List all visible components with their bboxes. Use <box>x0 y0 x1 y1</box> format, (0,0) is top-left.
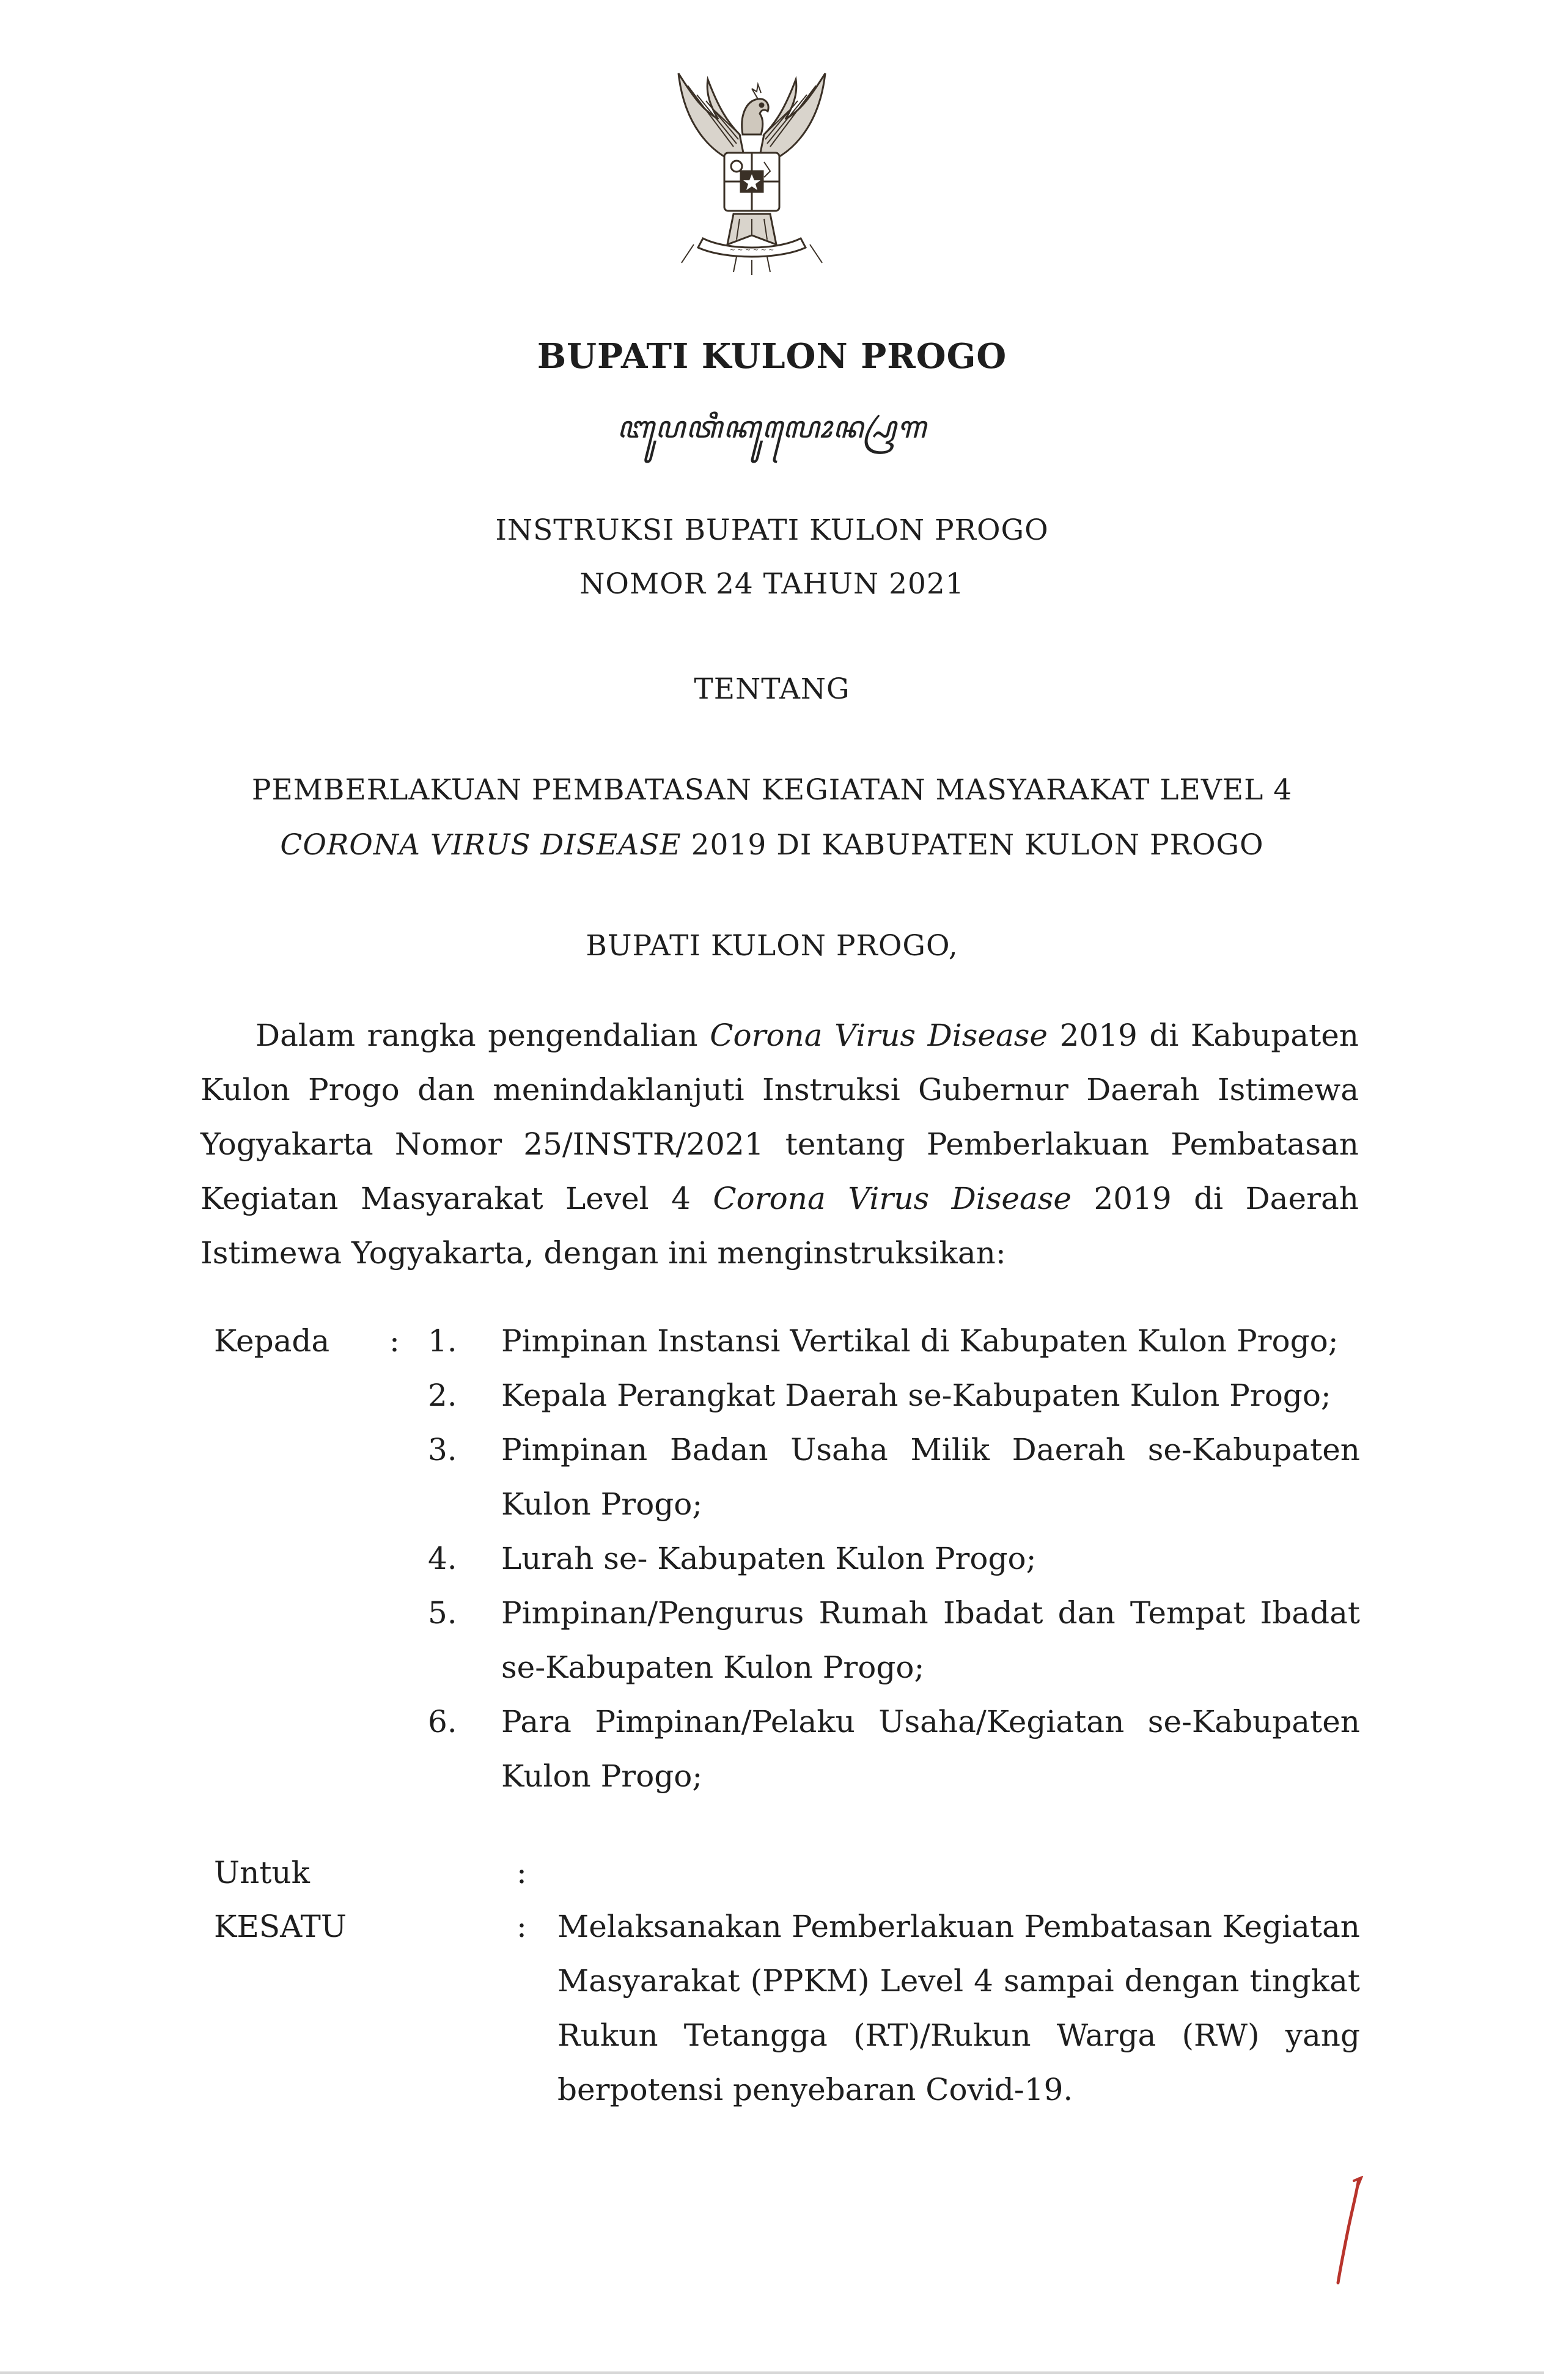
preamble-part-2: 2019 di Kabupaten Kulon Progo dan menindaklanjuti Instruksi Gubernur Daerah Istimewa Yogyakarta Nomor 25/INSTR/2021 tentang Pemberlakuan Pembatasan Kegiatan Masyarakat Level 4 <box>200 1018 1359 1216</box>
list-item <box>422 1314 1360 1368</box>
subject-line-1: PEMBERLAKUAN PEMBATASAN KEGIATAN MASYARAKAT LEVEL 4 <box>251 773 1293 807</box>
list-item-number: 6. <box>428 1704 457 1739</box>
issuer-heading: BUPATI KULON PROGO <box>537 336 1007 376</box>
list-item-text: Lurah se- Kabupaten Kulon Progo; <box>501 1541 1037 1576</box>
instruction-number: NOMOR 24 TAHUN 2021 <box>579 567 965 601</box>
list-item-text: Pimpinan/Pengurus Rumah Ibadat dan Tempat Ibadat se-Kabupaten Kulon Progo; <box>501 1595 1360 1685</box>
list-item <box>422 1368 1360 1423</box>
handwritten-initial-icon <box>1329 2176 1366 2286</box>
list-item-number: 3. <box>428 1432 457 1467</box>
javanese-script-heading: ꦧꦸꦥꦠꦶꦏꦸꦭꦺꦴꦤ꧀ꦥꦿꦒ <box>617 410 927 445</box>
list-item-text: Pimpinan Badan Usaha Milik Daerah se-Kabupaten Kulon Progo; <box>501 1432 1360 1522</box>
preamble-italic-1: Corona Virus Disease <box>710 1018 1048 1053</box>
recipients-label: Kepada <box>214 1323 330 1359</box>
list-item <box>422 1695 1360 1804</box>
purpose-label: Untuk <box>214 1855 310 1890</box>
list-item-text: Para Pimpinan/Pelaku Usaha/Kegiatan se-Kabupaten Kulon Progo; <box>501 1704 1360 1794</box>
subject-line-2 <box>0 828 1544 862</box>
garuda-pancasila-emblem-icon <box>660 61 844 281</box>
preamble-part-1: Dalam rangka pengendalian <box>255 1018 710 1053</box>
list-item <box>422 1586 1360 1695</box>
subject-rest: 2019 DI KABUPATEN KULON PROGO <box>681 828 1264 862</box>
issuer-line: BUPATI KULON PROGO, <box>586 929 958 963</box>
list-item-number: 4. <box>428 1541 457 1576</box>
list-item-text: Pimpinan Instansi Vertikal di Kabupaten Kulon Progo; <box>501 1323 1339 1359</box>
list-item-number: 1. <box>428 1323 457 1359</box>
kesatu-label: KESATU <box>214 1909 347 1944</box>
about-label: TENTANG <box>694 672 850 706</box>
svg-text:~ ~ ~ ~ ~ ~: ~ ~ ~ ~ ~ ~ <box>729 246 774 254</box>
recipient-list <box>422 1314 1360 1804</box>
scan-edge-line <box>0 2371 1544 2374</box>
list-item-number: 2. <box>428 1378 457 1413</box>
recipients-colon: : <box>389 1323 400 1359</box>
subject-italic: CORONA VIRUS DISEASE <box>280 828 682 862</box>
list-item <box>422 1423 1360 1532</box>
list-item-number: 5. <box>428 1595 457 1631</box>
preamble-paragraph <box>200 1008 1359 1280</box>
preamble-italic-2: Corona Virus Disease <box>713 1181 1072 1216</box>
list-item-text: Kepala Perangkat Daerah se-Kabupaten Kulon Progo; <box>501 1378 1331 1413</box>
preamble-part-3: 2019 di Daerah Istimewa Yogyakarta, dengan ini menginstruksikan: <box>200 1181 1359 1271</box>
purpose-colon: : <box>517 1855 527 1890</box>
list-item <box>422 1532 1360 1586</box>
instruction-title: INSTRUKSI BUPATI KULON PROGO <box>495 513 1049 547</box>
kesatu-text: Melaksanakan Pemberlakuan Pembatasan Kegiatan Masyarakat (PPKM) Level 4 sampai dengan tingkat Rukun Tetangga (RT)/Rukun Warga (RW) yang berpotensi penyebaran Covid-19. <box>557 1909 1360 2107</box>
kesatu-colon: : <box>517 1909 527 1944</box>
